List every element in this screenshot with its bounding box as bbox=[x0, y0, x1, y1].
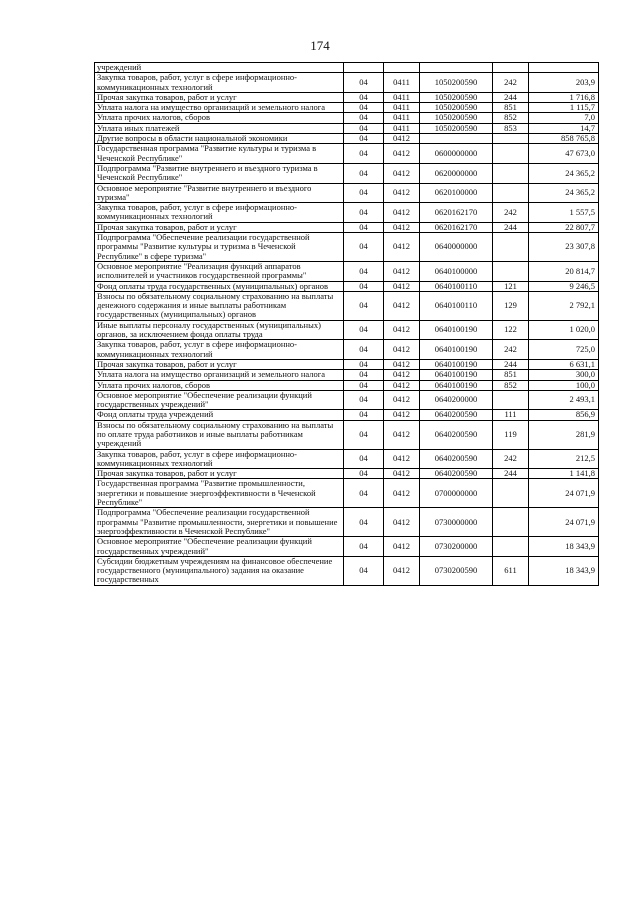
expense-type-cell bbox=[493, 390, 529, 410]
table-row bbox=[95, 73, 599, 93]
section-code-cell: 04 bbox=[344, 222, 384, 232]
section-code-cell: 04 bbox=[344, 370, 384, 380]
subsection-code-cell: 0412 bbox=[384, 380, 420, 390]
expense-name-cell: Другие вопросы в области национальной экономики bbox=[95, 134, 344, 144]
table-row bbox=[95, 163, 599, 183]
amount-cell: 9 246,5 bbox=[529, 281, 599, 291]
subsection-code-cell: 0412 bbox=[384, 537, 420, 557]
amount-cell: 24 071,9 bbox=[529, 508, 599, 537]
expense-name-cell: учреждений bbox=[95, 63, 344, 73]
amount-cell: 22 807,7 bbox=[529, 222, 599, 232]
table-row bbox=[95, 449, 599, 469]
target-article-cell: 0640200590 bbox=[420, 410, 493, 420]
target-article-cell: 1050200590 bbox=[420, 113, 493, 123]
subsection-code-cell: 0411 bbox=[384, 103, 420, 113]
expense-type-cell: 852 bbox=[493, 380, 529, 390]
table-row bbox=[95, 420, 599, 449]
expense-type-cell bbox=[493, 537, 529, 557]
table-row bbox=[95, 370, 599, 380]
section-code-cell bbox=[344, 63, 384, 73]
amount-cell: 725,0 bbox=[529, 340, 599, 360]
expense-type-cell: 851 bbox=[493, 103, 529, 113]
subsection-code-cell: 0412 bbox=[384, 203, 420, 223]
expense-type-cell bbox=[493, 479, 529, 508]
expense-type-cell: 244 bbox=[493, 92, 529, 102]
amount-cell: 1 557,5 bbox=[529, 203, 599, 223]
target-article-cell: 0600000000 bbox=[420, 144, 493, 164]
section-code-cell: 04 bbox=[344, 556, 384, 585]
subsection-code-cell: 0411 bbox=[384, 113, 420, 123]
section-code-cell: 04 bbox=[344, 123, 384, 133]
amount-cell: 203,9 bbox=[529, 73, 599, 93]
amount-cell: 7,0 bbox=[529, 113, 599, 123]
section-code-cell: 04 bbox=[344, 203, 384, 223]
expense-name-cell: Прочая закупка товаров, работ и услуг bbox=[95, 92, 344, 102]
amount-cell: 1 716,8 bbox=[529, 92, 599, 102]
amount-cell: 14,7 bbox=[529, 123, 599, 133]
subsection-code-cell: 0412 bbox=[384, 261, 420, 281]
expense-name-cell: Основное мероприятие "Реализация функций аппаратов исполнителей и участников государственной программы" bbox=[95, 261, 344, 281]
expense-type-cell: 122 bbox=[493, 320, 529, 340]
subsection-code-cell: 0412 bbox=[384, 183, 420, 203]
subsection-code-cell: 0412 bbox=[384, 163, 420, 183]
section-code-cell: 04 bbox=[344, 479, 384, 508]
expense-type-cell: 611 bbox=[493, 556, 529, 585]
expense-name-cell: Подпрограмма "Обеспечение реализации государственной программы "Развитие промышленности, энергетики и повышение энергоэффективности в Чеченской Республике" bbox=[95, 508, 344, 537]
table-row bbox=[95, 183, 599, 203]
amount-cell: 18 343,9 bbox=[529, 537, 599, 557]
expense-type-cell: 242 bbox=[493, 73, 529, 93]
expense-type-cell bbox=[493, 183, 529, 203]
expense-name-cell: Уплата налога на имущество организаций и земельного налога bbox=[95, 103, 344, 113]
subsection-code-cell: 0412 bbox=[384, 449, 420, 469]
expense-type-cell: 129 bbox=[493, 291, 529, 320]
target-article-cell: 0640100000 bbox=[420, 261, 493, 281]
section-code-cell: 04 bbox=[344, 390, 384, 410]
target-article-cell: 0730200590 bbox=[420, 556, 493, 585]
table-row bbox=[95, 261, 599, 281]
section-code-cell: 04 bbox=[344, 320, 384, 340]
subsection-code-cell: 0412 bbox=[384, 134, 420, 144]
section-code-cell: 04 bbox=[344, 92, 384, 102]
subsection-code-cell: 0411 bbox=[384, 92, 420, 102]
target-article-cell: 0620162170 bbox=[420, 203, 493, 223]
target-article-cell: 0640200000 bbox=[420, 390, 493, 410]
table-row bbox=[95, 380, 599, 390]
table-row bbox=[95, 144, 599, 164]
target-article-cell: 0640100190 bbox=[420, 370, 493, 380]
target-article-cell: 0640200590 bbox=[420, 449, 493, 469]
subsection-code-cell: 0412 bbox=[384, 291, 420, 320]
expense-name-cell: Фонд оплаты труда государственных (муниципальных) органов bbox=[95, 281, 344, 291]
table-row bbox=[95, 103, 599, 113]
amount-cell: 858 765,8 bbox=[529, 134, 599, 144]
amount-cell: 20 814,7 bbox=[529, 261, 599, 281]
table-row bbox=[95, 320, 599, 340]
expense-name-cell: Иные выплаты персоналу государственных (муниципальных) органов, за исключением фонда оплаты труда bbox=[95, 320, 344, 340]
expense-type-cell: 242 bbox=[493, 203, 529, 223]
amount-cell: 47 673,0 bbox=[529, 144, 599, 164]
section-code-cell: 04 bbox=[344, 410, 384, 420]
section-code-cell: 04 bbox=[344, 359, 384, 369]
section-code-cell: 04 bbox=[344, 291, 384, 320]
table-row bbox=[95, 359, 599, 369]
table-row bbox=[95, 556, 599, 585]
table-row bbox=[95, 479, 599, 508]
expense-type-cell: 111 bbox=[493, 410, 529, 420]
expense-name-cell: Государственная программа "Развитие культуры и туризма в Чеченской Республике" bbox=[95, 144, 344, 164]
amount-cell: 300,0 bbox=[529, 370, 599, 380]
expense-type-cell bbox=[493, 163, 529, 183]
expense-type-cell: 852 bbox=[493, 113, 529, 123]
amount-cell bbox=[529, 63, 599, 73]
table-row bbox=[95, 134, 599, 144]
amount-cell: 1 115,7 bbox=[529, 103, 599, 113]
expense-name-cell: Подпрограмма "Развитие внутреннего и въездного туризма в Чеченской Республике" bbox=[95, 163, 344, 183]
subsection-code-cell: 0412 bbox=[384, 359, 420, 369]
subsection-code-cell bbox=[384, 63, 420, 73]
expense-name-cell: Уплата прочих налогов, сборов bbox=[95, 113, 344, 123]
subsection-code-cell: 0412 bbox=[384, 469, 420, 479]
section-code-cell: 04 bbox=[344, 380, 384, 390]
expense-name-cell: Взносы по обязательному социальному страхованию на выплаты денежного содержания и иные выплаты работникам государственных (муниципальных) органов bbox=[95, 291, 344, 320]
table-row bbox=[95, 469, 599, 479]
section-code-cell: 04 bbox=[344, 144, 384, 164]
table-row bbox=[95, 537, 599, 557]
expense-type-cell: 244 bbox=[493, 359, 529, 369]
amount-cell: 6 631,1 bbox=[529, 359, 599, 369]
table-row bbox=[95, 291, 599, 320]
expense-name-cell: Основное мероприятие "Обеспечение реализации функций государственных учреждений" bbox=[95, 537, 344, 557]
target-article-cell: 0700000000 bbox=[420, 479, 493, 508]
amount-cell: 856,9 bbox=[529, 410, 599, 420]
expense-name-cell: Закупка товаров, работ, услуг в сфере информационно-коммуникационных технологий bbox=[95, 203, 344, 223]
expense-name-cell: Основное мероприятие "Развитие внутреннего и въездного туризма" bbox=[95, 183, 344, 203]
amount-cell: 24 365,2 bbox=[529, 163, 599, 183]
expense-name-cell: Уплата прочих налогов, сборов bbox=[95, 380, 344, 390]
expense-name-cell: Основное мероприятие "Обеспечение реализации функций государственных учреждений" bbox=[95, 390, 344, 410]
section-code-cell: 04 bbox=[344, 420, 384, 449]
expense-type-cell: 242 bbox=[493, 340, 529, 360]
expense-type-cell: 244 bbox=[493, 469, 529, 479]
section-code-cell: 04 bbox=[344, 73, 384, 93]
expense-type-cell: 121 bbox=[493, 281, 529, 291]
target-article-cell: 1050200590 bbox=[420, 123, 493, 133]
subsection-code-cell: 0412 bbox=[384, 508, 420, 537]
subsection-code-cell: 0412 bbox=[384, 222, 420, 232]
target-article-cell: 0640200590 bbox=[420, 420, 493, 449]
subsection-code-cell: 0412 bbox=[384, 281, 420, 291]
expense-name-cell: Закупка товаров, работ, услуг в сфере информационно-коммуникационных технологий bbox=[95, 449, 344, 469]
expense-name-cell: Фонд оплаты труда учреждений bbox=[95, 410, 344, 420]
expense-name-cell: Взносы по обязательному социальному страхованию на выплаты по оплате труда работников и иные выплаты работникам учреждений bbox=[95, 420, 344, 449]
expense-type-cell bbox=[493, 508, 529, 537]
target-article-cell: 0640100190 bbox=[420, 340, 493, 360]
expense-name-cell: Уплата иных платежей bbox=[95, 123, 344, 133]
subsection-code-cell: 0412 bbox=[384, 410, 420, 420]
table-row bbox=[95, 113, 599, 123]
subsection-code-cell: 0411 bbox=[384, 73, 420, 93]
target-article-cell bbox=[420, 134, 493, 144]
amount-cell: 1 020,0 bbox=[529, 320, 599, 340]
target-article-cell: 0640100190 bbox=[420, 320, 493, 340]
section-code-cell: 04 bbox=[344, 281, 384, 291]
target-article-cell: 0640100190 bbox=[420, 380, 493, 390]
expense-type-cell: 242 bbox=[493, 449, 529, 469]
target-article-cell: 0620100000 bbox=[420, 183, 493, 203]
table-row bbox=[95, 92, 599, 102]
expense-name-cell: Уплата налога на имущество организаций и земельного налога bbox=[95, 370, 344, 380]
expense-type-cell bbox=[493, 63, 529, 73]
section-code-cell: 04 bbox=[344, 261, 384, 281]
expense-type-cell: 851 bbox=[493, 370, 529, 380]
section-code-cell: 04 bbox=[344, 134, 384, 144]
table-row bbox=[95, 281, 599, 291]
table-row bbox=[95, 123, 599, 133]
table-row bbox=[95, 340, 599, 360]
section-code-cell: 04 bbox=[344, 340, 384, 360]
amount-cell: 23 307,8 bbox=[529, 233, 599, 262]
target-article-cell: 0640200590 bbox=[420, 469, 493, 479]
subsection-code-cell: 0412 bbox=[384, 420, 420, 449]
table-row bbox=[95, 233, 599, 262]
amount-cell: 24 071,9 bbox=[529, 479, 599, 508]
expense-name-cell: Закупка товаров, работ, услуг в сфере информационно-коммуникационных технологий bbox=[95, 73, 344, 93]
section-code-cell: 04 bbox=[344, 183, 384, 203]
table-row bbox=[95, 390, 599, 410]
target-article-cell: 1050200590 bbox=[420, 73, 493, 93]
expense-type-cell: 853 bbox=[493, 123, 529, 133]
amount-cell: 281,9 bbox=[529, 420, 599, 449]
table-row bbox=[95, 63, 599, 73]
section-code-cell: 04 bbox=[344, 113, 384, 123]
expense-name-cell: Закупка товаров, работ, услуг в сфере информационно-коммуникационных технологий bbox=[95, 340, 344, 360]
subsection-code-cell: 0412 bbox=[384, 370, 420, 380]
table-row bbox=[95, 203, 599, 223]
budget-table bbox=[94, 62, 599, 586]
target-article-cell: 1050200590 bbox=[420, 92, 493, 102]
subsection-code-cell: 0412 bbox=[384, 390, 420, 410]
target-article-cell: 0620162170 bbox=[420, 222, 493, 232]
target-article-cell: 0730200000 bbox=[420, 537, 493, 557]
expense-name-cell: Прочая закупка товаров, работ и услуг bbox=[95, 359, 344, 369]
amount-cell: 18 343,9 bbox=[529, 556, 599, 585]
section-code-cell: 04 bbox=[344, 449, 384, 469]
expense-type-cell: 119 bbox=[493, 420, 529, 449]
expense-name-cell: Подпрограмма "Обеспечение реализации государственной программы "Развитие культуры и туризма в Чеченской Республике" в сфере туризма" bbox=[95, 233, 344, 262]
expense-name-cell: Государственная программа "Развитие промышленности, энергетики и повышение энергоэффективности в Чеченской Республике" bbox=[95, 479, 344, 508]
target-article-cell: 0730000000 bbox=[420, 508, 493, 537]
amount-cell: 2 792,1 bbox=[529, 291, 599, 320]
section-code-cell: 04 bbox=[344, 508, 384, 537]
target-article-cell: 0640100110 bbox=[420, 281, 493, 291]
subsection-code-cell: 0412 bbox=[384, 340, 420, 360]
subsection-code-cell: 0412 bbox=[384, 144, 420, 164]
expense-type-cell bbox=[493, 144, 529, 164]
subsection-code-cell: 0412 bbox=[384, 233, 420, 262]
subsection-code-cell: 0412 bbox=[384, 320, 420, 340]
subsection-code-cell: 0412 bbox=[384, 556, 420, 585]
subsection-code-cell: 0412 bbox=[384, 479, 420, 508]
target-article-cell: 0640000000 bbox=[420, 233, 493, 262]
target-article-cell: 0640100110 bbox=[420, 291, 493, 320]
expense-type-cell bbox=[493, 134, 529, 144]
target-article-cell bbox=[420, 63, 493, 73]
expense-type-cell bbox=[493, 233, 529, 262]
expense-name-cell: Субсидии бюджетным учреждениям на финансовое обеспечение государственного (муниципального) задания на оказание государственных bbox=[95, 556, 344, 585]
target-article-cell: 0640100190 bbox=[420, 359, 493, 369]
section-code-cell: 04 bbox=[344, 103, 384, 113]
table-row bbox=[95, 410, 599, 420]
amount-cell: 24 365,2 bbox=[529, 183, 599, 203]
table-row bbox=[95, 222, 599, 232]
section-code-cell: 04 bbox=[344, 163, 384, 183]
subsection-code-cell: 0411 bbox=[384, 123, 420, 133]
page-number: 174 bbox=[310, 38, 330, 53]
amount-cell: 1 141,8 bbox=[529, 469, 599, 479]
amount-cell: 100,0 bbox=[529, 380, 599, 390]
expense-type-cell bbox=[493, 261, 529, 281]
section-code-cell: 04 bbox=[344, 469, 384, 479]
section-code-cell: 04 bbox=[344, 233, 384, 262]
expense-type-cell: 244 bbox=[493, 222, 529, 232]
table-row bbox=[95, 508, 599, 537]
target-article-cell: 1050200590 bbox=[420, 103, 493, 113]
target-article-cell: 0620000000 bbox=[420, 163, 493, 183]
section-code-cell: 04 bbox=[344, 537, 384, 557]
amount-cell: 2 493,1 bbox=[529, 390, 599, 410]
amount-cell: 212,5 bbox=[529, 449, 599, 469]
expense-name-cell: Прочая закупка товаров, работ и услуг bbox=[95, 469, 344, 479]
table-body bbox=[95, 63, 599, 586]
expense-name-cell: Прочая закупка товаров, работ и услуг bbox=[95, 222, 344, 232]
